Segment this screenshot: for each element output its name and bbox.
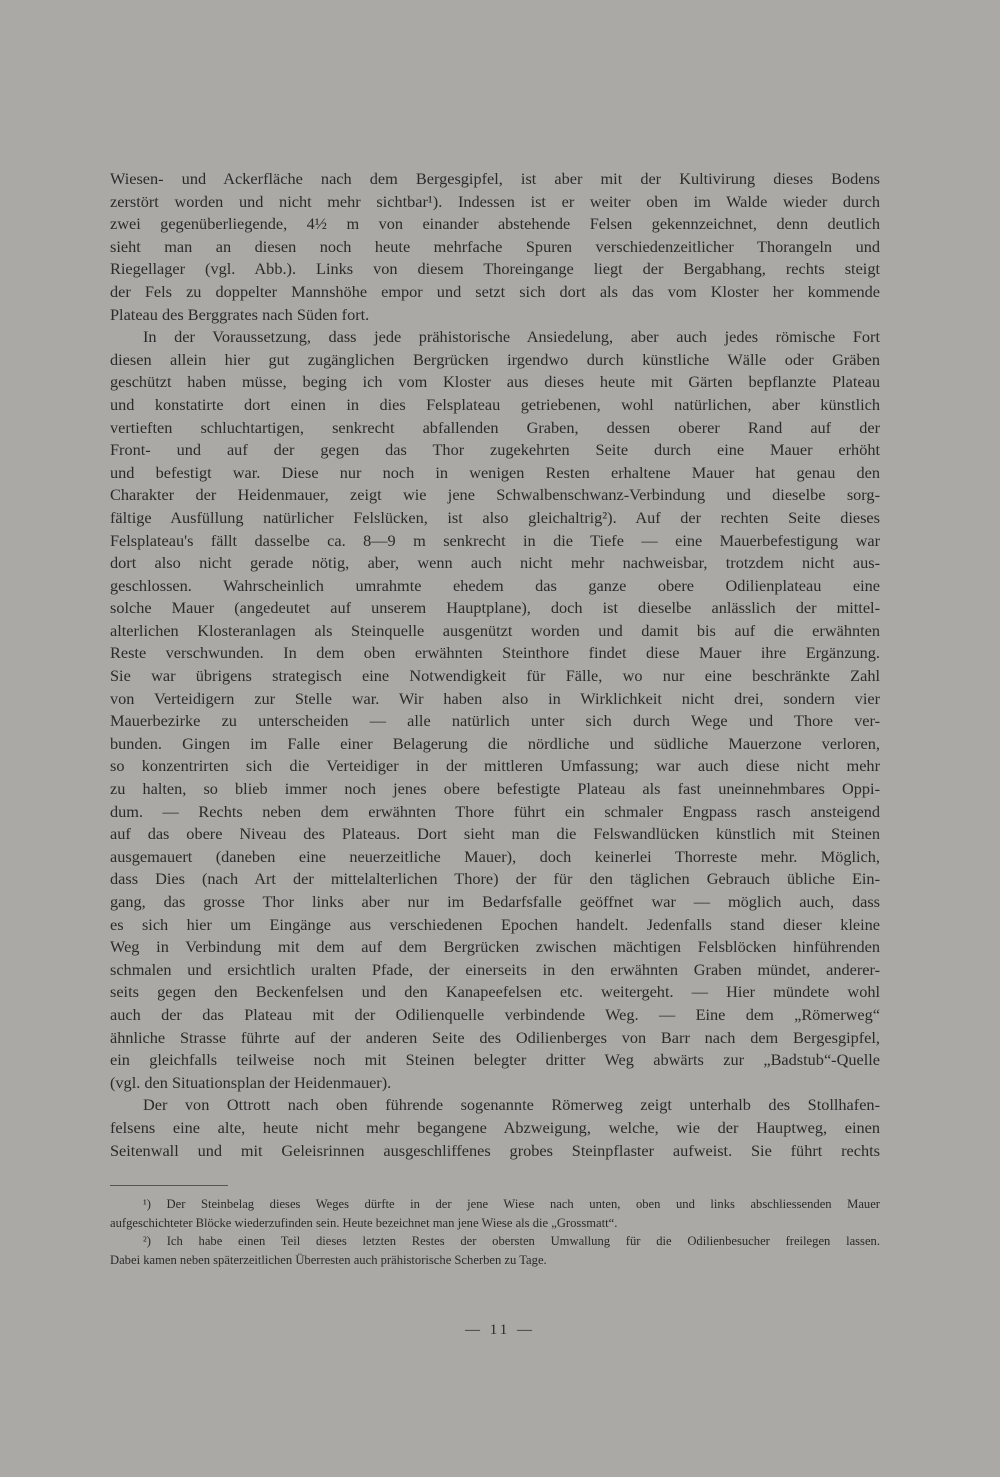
text-line: Felsplateau's fällt dasselbe ca. 8—9 m senkrecht in die Tiefe — eine Mauerbefestigung war	[110, 530, 880, 550]
footnote-divider	[110, 1185, 228, 1186]
text-line: schmalen und ersichtlich uralten Pfade, der einerseits in den erwähnten Graben mündet, anderer-	[110, 959, 880, 979]
text-line: es sich hier um Eingänge aus verschiedenen Epochen handelt. Jedenfalls stand dieser kleine	[110, 914, 880, 934]
text-line: Mauerbezirke zu unterscheiden — alle natürlich unter sich durch Wege und Thore ver-	[110, 711, 880, 731]
text-line: Reste verschwunden. In dem oben erwähnten Steinthore findet diese Mauer ihre Ergänzung.	[110, 643, 880, 663]
footnote-line: aufgeschichteter Blöcke wiederzufinden sein. Heute bezeichnet man jene Wiese als die „Grossmatt“.	[110, 1215, 618, 1230]
footnote-line: Dabei kamen neben späterzeitlichen Überresten auch prähistorische Scherben zu Tage.	[110, 1252, 547, 1267]
text-line: auch der das Plateau mit der Odilienquelle verbindende Weg. — Eine dem „Römerweg“	[110, 1004, 880, 1024]
text-line: Charakter der Heidenmauer, zeigt wie jene Schwalbenschwanz-Verbindung und dieselbe sorg-	[110, 485, 880, 505]
text-line: und konstatirte dort einen in dies Felsplateau getriebenen, wohl natürlichen, aber künstlich	[110, 394, 880, 414]
text-line: Plateau des Berggrates nach Süden fort.	[110, 304, 370, 324]
text-line: Weg in Verbindung mit dem auf dem Bergrücken zwischen mächtigen Felsblöcken hinführenden	[110, 937, 880, 957]
text-line: von Verteidigern zur Stelle war. Wir haben also in Wirklichkeit nicht drei, sondern vier	[110, 688, 880, 708]
text-line: alterlichen Klosteranlagen als Steinquelle ausgenützt worden und damit bis auf die erwähnten	[110, 620, 880, 640]
text-line: sieht man an diesen noch heute mehrfache Spuren verschiedenzeitlicher Thorangeln und	[110, 236, 880, 256]
text-line: felsens eine alte, heute nicht mehr begangene Abzweigung, welche, wie der Hauptweg, einen	[110, 1117, 880, 1137]
text-line: und befestigt war. Diese nur noch in wenigen Resten erhaltene Mauer hat genau den	[110, 462, 880, 482]
text-line: so konzentrirten sich die Verteidiger in der mittleren Umfassung; war auch diese nicht mehr	[110, 756, 880, 776]
text-line: (vgl. den Situationsplan der Heidenmauer).	[110, 1072, 392, 1092]
text-line: fältige Ausfüllung natürlicher Felslücken, ist also gleichaltrig²). Auf der rechten Seite dieses	[110, 507, 880, 527]
text-line: In der Voraussetzung, dass jede prähistorische Ansiedelung, aber auch jedes römische Fort	[143, 327, 880, 347]
text-line: dort also nicht gerade nötig, aber, wenn auch nicht mehr nachweisbar, trotzdem nicht aus-	[110, 553, 880, 573]
text-line: Front- und auf der gegen das Thor zugekehrten Seite durch eine Mauer erhöht	[110, 440, 880, 460]
text-line: Seitenwall und mit Geleisrinnen ausgeschliffenes grobes Steinpflaster aufweist. Sie führt rechts	[110, 1140, 880, 1160]
text-line: ausgemauert (daneben eine neuerzeitliche Mauer), doch keinerlei Thorreste mehr. Möglich,	[110, 846, 880, 866]
text-line: Sie war übrigens strategisch eine Notwendigkeit für Fälle, wo nur eine beschränkte Zahl	[110, 666, 880, 686]
text-line: seits gegen den Beckenfelsen und den Kanapeefelsen etc. weitergeht. — Hier mündete wohl	[110, 982, 880, 1002]
text-line: bunden. Gingen im Falle einer Belagerung die nördliche und südliche Mauerzone verloren,	[110, 733, 880, 753]
text-line: ein gleichfalls teilweise noch mit Steinen belegter dritter Weg abwärts zur „Badstub“-Quelle	[110, 1050, 880, 1070]
footnote-line: ¹) Der Steinbelag dieses Weges dürfte in der jene Wiese nach unten, oben und links abschliessenden Mauer	[143, 1197, 880, 1211]
text-line: zwei gegenüberliegende, 4½ m von einander abstehende Felsen gekennzeichnet, denn deutlich	[110, 214, 880, 234]
text-line: solche Mauer (angedeutet auf unserem Hauptplane), doch ist dieselbe anlässlich der mittel-	[110, 598, 880, 618]
text-line: Der von Ottrott nach oben führende sogenannte Römerweg zeigt unterhalb des Stollhafen-	[143, 1095, 880, 1115]
text-line: diesen allein hier gut zugänglichen Bergrücken irgendwo durch künstliche Wälle oder Gräben	[110, 349, 880, 369]
text-line: Wiesen- und Ackerfläche nach dem Bergesgipfel, ist aber mit der Kultivirung dieses Bodens	[110, 169, 880, 188]
text-line: geschützt haben müsse, beging ich vom Kloster aus dieses heute mit Gärten bepflanzte Plateau	[110, 372, 880, 392]
page-number: — 11 —	[465, 1322, 535, 1338]
text-line: geschlossen. Wahrscheinlich umrahmte ehedem das ganze obere Odilienplateau eine	[110, 575, 880, 595]
text-line: zu halten, so blieb immer noch jenes obere befestigte Plateau als fast uneinnehmbares Oppi-	[110, 779, 880, 799]
footnotes	[110, 1195, 880, 1269]
text-line: zerstört worden und nicht mehr sichtbar¹). Indessen ist er weiter oben im Walde wieder durch	[110, 191, 880, 211]
footnote-line: ²) Ich habe einen Teil dieses letzten Restes der obersten Umwallung für die Odilienbesucher freilegen lassen.	[143, 1234, 880, 1248]
body-text	[110, 168, 880, 1162]
text-line: auf das obere Niveau des Plateaus. Dort sieht man die Felswandlücken künstlich mit Steinen	[110, 824, 880, 844]
text-line: dass Dies (nach Art der mittelalterlichen Thore) der für den täglichen Gebrauch übliche Ein-	[110, 869, 880, 889]
text-line: gang, das grosse Thor links aber nur im Bedarfsfalle geöffnet war — möglich auch, dass	[110, 892, 880, 911]
text-line: dum. — Rechts neben dem erwähnten Thore führt ein schmaler Engpass rasch ansteigend	[110, 801, 880, 821]
text-line: der Fels zu doppelter Mannshöhe empor und setzt sich dort als das vom Kloster her kommende	[110, 281, 880, 301]
text-line: vertieften schluchtartigen, senkrecht abfallenden Graben, dessen oberer Rand auf der	[110, 417, 880, 437]
text-line: Riegellager (vgl. Abb.). Links von diesem Thoreingange liegt der Bergabhang, rechts steigt	[110, 259, 880, 279]
text-line: ähnliche Strasse führte auf der anderen Seite des Odilienberges von Barr nach dem Bergesgipfel,	[110, 1027, 880, 1047]
